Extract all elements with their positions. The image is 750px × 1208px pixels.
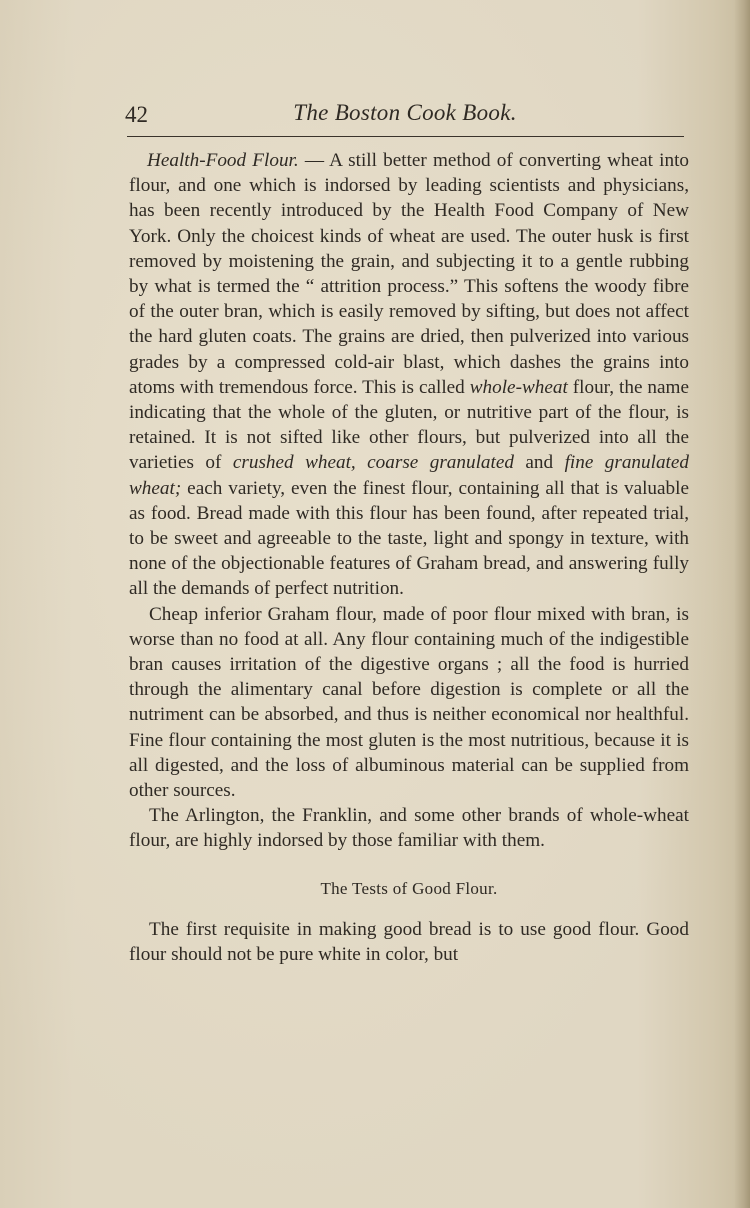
running-title: The Boston Cook Book. xyxy=(293,100,517,125)
italic-term: whole-wheat xyxy=(469,376,568,398)
header-rule xyxy=(127,136,684,137)
running-header xyxy=(125,98,685,134)
paragraph-brands: The Arlington, the Franklin, and some other brands of whole-wheat flour, are highly indorsed by those familiar with them. xyxy=(129,805,689,852)
page-body xyxy=(129,148,689,967)
run-in-heading: Health-Food Flour. xyxy=(147,150,299,171)
page-number: 42 xyxy=(125,102,148,127)
paragraph-cheap-graham: Cheap inferior Graham flour, made of poor flour mixed with bran, is worse than no food at all. Any flour containing much of the indigestible bran causes irritation of the digestive organs ; all the food is hurried through the alimentary canal before digestion is complete or all the nutriment can be absorbed, and thus is neither economical nor healthful. Fine flour containing the most gluten is the most nutritious, because it is all digested, and the loss of albuminous material can be supplied from other sources. xyxy=(129,603,689,802)
italic-term: fine granulated wheat; xyxy=(129,452,689,499)
paragraph-text: and xyxy=(513,452,565,474)
page-edge-shadow xyxy=(734,0,750,1208)
paragraph-first-requisite: The first requisite in making good bread is to use good flour. Good flour should not be pure white in color, but xyxy=(129,918,689,966)
italic-term: crushed wheat, coarse granulated xyxy=(232,452,514,474)
paragraph-text: flour, the name indicating that the whole of the gluten, or nutritive part of the flour, is retained. It is not sifted like other flours, but pulverized into all the varieties of xyxy=(129,376,689,474)
paragraph-health-food-flour xyxy=(129,148,689,602)
section-subheading: The Tests of Good Flour. xyxy=(320,878,498,898)
paragraph-text: each variety, even the finest flour, containing all that is valuable as food. Bread made with this flour has been found, after repeated trial, to be sweet and agreeable to the taste, light and spongy in texture, with none of the objectionable features of Graham bread, and answering fully all the demands of perfect nutrition. xyxy=(129,477,689,600)
paragraph-text: — A still better method of converting wheat into flour, and one which is indorsed by leading scientists and physicians, has been recently introduced by the Health Food Company of New York. Only the choicest kinds of wheat are used. The outer husk is first removed by moistening the grain, and subjecting it to a gentle rubbing by what is termed the “ attrition process.” This softens the woody fibre of the outer bran, which is easily removed by sifting, but does not affect the hard gluten coats. The grains are dried, then pulverized into various grades by a compressed cold-air blast, which dashes the grains into atoms with tremendous force. This is called xyxy=(129,150,689,398)
